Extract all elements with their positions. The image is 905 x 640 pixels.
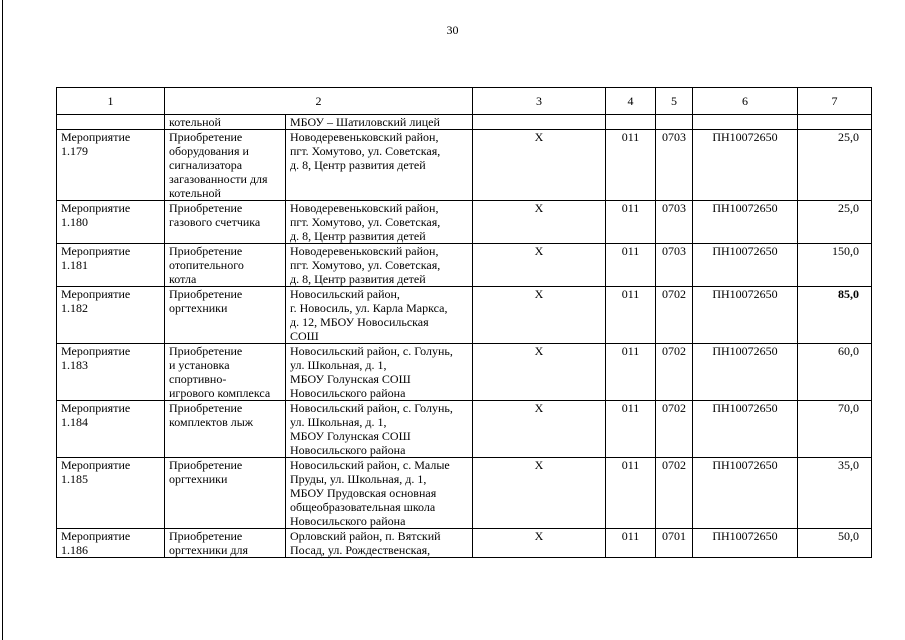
location-line: Пруды, ул. Школьная, д. 1,	[290, 472, 427, 486]
col5-value: 0702	[656, 344, 693, 401]
col3-value: X	[473, 458, 606, 529]
measure-name-line: газового счетчика	[169, 215, 261, 229]
location-line: г. Новосиль, ул. Карла Маркса,	[290, 301, 448, 315]
measure-id-line: 1.181	[61, 258, 88, 272]
location-line: пгт. Хомутово, ул. Советская,	[290, 215, 441, 229]
table-row	[57, 130, 872, 201]
header-col-1: 1	[57, 88, 165, 115]
measure-name-line: котельной	[169, 186, 221, 200]
measure-id-line: 1.179	[61, 144, 88, 158]
col7-value: 35,0	[798, 458, 872, 529]
measure-name-line: сигнализатора	[169, 158, 243, 172]
location-cell	[286, 287, 473, 344]
measure-id-cell	[57, 458, 165, 529]
location-line: д. 12, МБОУ Новосильская	[290, 315, 429, 329]
continuation-cell-6	[693, 115, 798, 130]
location-line: ул. Школьная, д. 1,	[290, 358, 387, 372]
measure-name-line: Приобретение	[169, 244, 243, 258]
page-left-border	[2, 0, 3, 640]
col3-value: X	[473, 401, 606, 458]
location-line: Новосильский район, с. Голунь,	[290, 401, 453, 415]
measure-id-cell	[57, 201, 165, 244]
measure-name-cell	[165, 401, 286, 458]
measure-id-cell	[57, 244, 165, 287]
col6-value: ПН10072650	[693, 529, 798, 558]
measure-name-line: и установка	[169, 358, 230, 372]
location-cell	[286, 244, 473, 287]
measure-name-line: Приобретение	[169, 287, 243, 301]
continuation-cell-3	[473, 115, 606, 130]
col5-value: 0702	[656, 287, 693, 344]
col4-value: 011	[606, 401, 656, 458]
measure-name-line: Приобретение	[169, 529, 243, 543]
col7-value: 150,0	[798, 244, 872, 287]
col4-value: 011	[606, 458, 656, 529]
measure-name-line: Приобретение	[169, 344, 243, 358]
location-line: СОШ	[290, 329, 319, 343]
location-line: д. 8, Центр развития детей	[290, 158, 426, 172]
header-row	[57, 88, 872, 115]
location-line: общеобразовательная школа	[290, 500, 436, 514]
col5-value: 0703	[656, 244, 693, 287]
col6-value: ПН10072650	[693, 287, 798, 344]
table-row	[57, 529, 872, 558]
measure-name-line: Приобретение	[169, 401, 243, 415]
budget-table	[56, 87, 872, 558]
continuation-row	[57, 115, 872, 130]
location-line: Новодеревеньковский район,	[290, 244, 439, 258]
col3-value: X	[473, 244, 606, 287]
col4-value: 011	[606, 244, 656, 287]
table-row	[57, 458, 872, 529]
measure-id-line: 1.182	[61, 301, 88, 315]
measure-id-line: 1.186	[61, 543, 88, 557]
table-row	[57, 287, 872, 344]
measure-name-line: Приобретение	[169, 458, 243, 472]
location-line: Орловский район, п. Вятский	[290, 529, 441, 543]
measure-name-cell	[165, 529, 286, 558]
continuation-cell-5	[656, 115, 693, 130]
col4-value: 011	[606, 130, 656, 201]
location-cell	[286, 529, 473, 558]
measure-name-line: загазованности для	[169, 172, 268, 186]
measure-id-line: Мероприятие	[61, 201, 131, 215]
location-line: д. 8, Центр развития детей	[290, 229, 426, 243]
col4-value: 011	[606, 529, 656, 558]
header-col-3: 3	[473, 88, 606, 115]
location-line: МБОУ Прудовская основная	[290, 486, 437, 500]
measure-name-cell	[165, 201, 286, 244]
measure-id-line: 1.180	[61, 215, 88, 229]
location-cell	[286, 201, 473, 244]
measure-name-cell	[165, 344, 286, 401]
col7-value: 25,0	[798, 201, 872, 244]
col4-value: 011	[606, 344, 656, 401]
measure-id-line: Мероприятие	[61, 458, 131, 472]
col5-value: 0703	[656, 201, 693, 244]
header-col-5: 5	[656, 88, 693, 115]
location-line: Новодеревеньковский район,	[290, 201, 439, 215]
measure-id-line: 1.184	[61, 415, 88, 429]
measure-name-line: оргтехники	[169, 472, 228, 486]
measure-name-line: оргтехники	[169, 301, 228, 315]
location-line: Новосильского района	[290, 514, 406, 528]
location-cell	[286, 344, 473, 401]
continuation-cell-7	[798, 115, 872, 130]
location-cell	[286, 401, 473, 458]
col7-value: 70,0	[798, 401, 872, 458]
header-col-4: 4	[606, 88, 656, 115]
col3-value: X	[473, 201, 606, 244]
location-cell	[286, 458, 473, 529]
measure-id-cell	[57, 344, 165, 401]
measure-id-line: Мероприятие	[61, 529, 131, 543]
col6-value: ПН10072650	[693, 130, 798, 201]
col6-value: ПН10072650	[693, 401, 798, 458]
measure-id-line: Мероприятие	[61, 130, 131, 144]
col5-value: 0703	[656, 130, 693, 201]
continuation-name: котельной	[165, 115, 286, 130]
location-line: Новосильского района	[290, 386, 406, 400]
col5-value: 0702	[656, 401, 693, 458]
table-row	[57, 201, 872, 244]
measure-name-cell	[165, 130, 286, 201]
measure-name-cell	[165, 287, 286, 344]
measure-name-line: оргтехники для	[169, 543, 249, 557]
measure-name-line: комплектов лыж	[169, 415, 254, 429]
location-line: МБОУ Голунская СОШ	[290, 429, 411, 443]
measure-id-cell	[57, 130, 165, 201]
col5-value: 0702	[656, 458, 693, 529]
measure-id-line: 1.183	[61, 358, 88, 372]
continuation-cell-4	[606, 115, 656, 130]
continuation-location: МБОУ – Шатиловский лицей	[286, 115, 473, 130]
header-col-7: 7	[798, 88, 872, 115]
col7-value: 60,0	[798, 344, 872, 401]
measure-id-line: Мероприятие	[61, 244, 131, 258]
location-line: МБОУ Голунская СОШ	[290, 372, 411, 386]
location-cell	[286, 130, 473, 201]
measure-name-line: котла	[169, 272, 197, 286]
col7-value: 50,0	[798, 529, 872, 558]
col3-value: X	[473, 130, 606, 201]
measure-name-cell	[165, 458, 286, 529]
measure-id-cell	[57, 401, 165, 458]
col3-value: X	[473, 344, 606, 401]
location-line: д. 8, Центр развития детей	[290, 272, 426, 286]
col6-value: ПН10072650	[693, 344, 798, 401]
continuation-cell-1	[57, 115, 165, 130]
location-line: Новосильского района	[290, 443, 406, 457]
location-line: пгт. Хомутово, ул. Советская,	[290, 258, 441, 272]
measure-name-line: спортивно-	[169, 372, 227, 386]
location-line: Новосильский район, с. Малые	[290, 458, 450, 472]
col5-value: 0701	[656, 529, 693, 558]
measure-name-line: Приобретение	[169, 130, 243, 144]
measure-name-line: отопительного	[169, 258, 244, 272]
measure-id-line: Мероприятие	[61, 401, 131, 415]
header-col-2: 2	[165, 88, 473, 115]
col7-value: 85,0	[798, 287, 872, 344]
location-line: ул. Школьная, д. 1,	[290, 415, 387, 429]
col3-value: X	[473, 287, 606, 344]
table-row	[57, 344, 872, 401]
measure-id-line: 1.185	[61, 472, 88, 486]
table-row	[57, 244, 872, 287]
table-row	[57, 401, 872, 458]
location-line: Новосильский район,	[290, 287, 400, 301]
measure-name-line: игрового комплекса	[169, 386, 271, 400]
location-line: Новосильский район, с. Голунь,	[290, 344, 453, 358]
location-line: Посад, ул. Рождественская,	[290, 543, 431, 557]
col6-value: ПН10072650	[693, 458, 798, 529]
page-number: 30	[446, 23, 459, 37]
measure-id-line: Мероприятие	[61, 344, 131, 358]
col3-value: X	[473, 529, 606, 558]
measure-name-line: Приобретение	[169, 201, 243, 215]
header-col-6: 6	[693, 88, 798, 115]
measure-id-line: Мероприятие	[61, 287, 131, 301]
col4-value: 011	[606, 201, 656, 244]
measure-name-cell	[165, 244, 286, 287]
col6-value: ПН10072650	[693, 201, 798, 244]
measure-id-cell	[57, 529, 165, 558]
measure-id-cell	[57, 287, 165, 344]
col4-value: 011	[606, 287, 656, 344]
measure-name-line: оборудования и	[169, 144, 249, 158]
location-line: Новодеревеньковский район,	[290, 130, 439, 144]
location-line: пгт. Хомутово, ул. Советская,	[290, 144, 441, 158]
col7-value: 25,0	[798, 130, 872, 201]
col6-value: ПН10072650	[693, 244, 798, 287]
